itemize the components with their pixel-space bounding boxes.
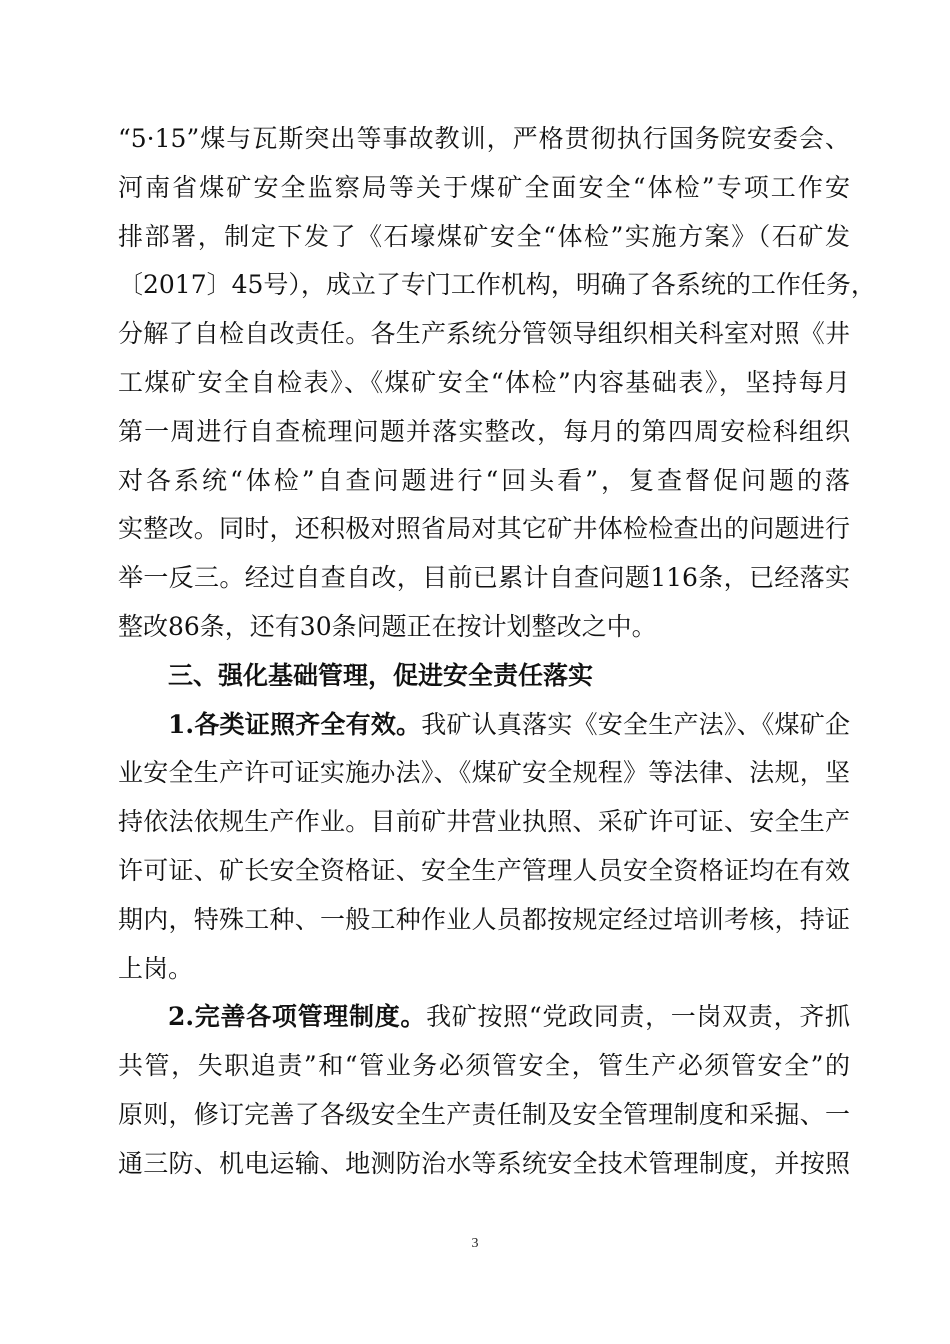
page-number: 3 (471, 1236, 479, 1251)
text-line: 举一反三。经过自查自改，目前已累计自查问题116条，已经落实 (118, 563, 850, 593)
text-line: 共管，失职追责”和“管业务必须管安全，管生产必须管安全”的 (118, 1051, 850, 1081)
item-text: 我矿按照“党政同责，一岗双责，齐抓 (426, 1002, 850, 1032)
text-line: 持依法依规生产作业。目前矿井营业执照、采矿许可证、安全生产 (118, 807, 850, 837)
text-line: 分解了自检自改责任。各生产系统分管领导组织相关科室对照《井 (118, 319, 850, 349)
paragraph-safety-checkup (118, 115, 876, 652)
text-line: 业安全生产许可证实施办法》、《煤矿安全规程》等法律、法规，坚 (118, 758, 850, 788)
text-line: “5·15”煤与瓦斯突出等事故教训，严格贯彻执行国务院安委会、 (118, 124, 850, 153)
item-title: 2.完善各项管理制度。 (168, 1002, 427, 1032)
text-line (118, 701, 850, 750)
paragraph-management-rules (118, 993, 850, 1188)
body-text (118, 115, 876, 1189)
item-text: 我矿认真落实《安全生产法》、《煤矿企 (421, 709, 850, 739)
text-line: 原则，修订完善了各级安全生产责任制及安全管理制度和采掘、一 (118, 1099, 850, 1129)
text-line: 河南省煤矿安全监察局等关于煤矿全面安全“体检”专项工作安 (118, 172, 850, 202)
text-line (118, 993, 850, 1042)
text-line: 排部署，制定下发了《石壕煤矿安全“体检”实施方案》（石矿发 (118, 221, 850, 251)
text-line: 上岗。 (118, 953, 194, 983)
paragraph-certificates (118, 701, 850, 994)
text-line: 对各系统“体检”自查问题进行“回头看”，复查督促问题的落 (118, 465, 850, 495)
text-line: 工煤矿安全自检表》、《煤矿安全“体检”内容基础表》，坚持每月 (118, 367, 850, 397)
text-line: 通三防、机电运输、地测防治水等系统安全技术管理制度，并按照 (118, 1148, 850, 1178)
item-title: 1.各类证照齐全有效。 (168, 709, 422, 739)
text-line: 实整改。同时，还积极对照省局对其它矿井体检检查出的问题进行 (118, 514, 850, 544)
text-line: 整改86条，还有30条问题正在按计划整改之中。 (118, 611, 657, 641)
text-line: 许可证、矿长安全资格证、安全生产管理人员安全资格证均在有效 (118, 855, 850, 885)
text-line: 期内，特殊工种、一般工种作业人员都按规定经过培训考核，持证 (118, 904, 850, 934)
section-heading: 三、强化基础管理，促进安全责任落实 (168, 660, 594, 690)
text-line: 〔2017〕45号），成立了专门工作机构，明确了各系统的工作任务， (118, 270, 876, 300)
text-line: 第一周进行自查梳理问题并落实整改，每月的第四周安检科组织 (118, 416, 850, 446)
